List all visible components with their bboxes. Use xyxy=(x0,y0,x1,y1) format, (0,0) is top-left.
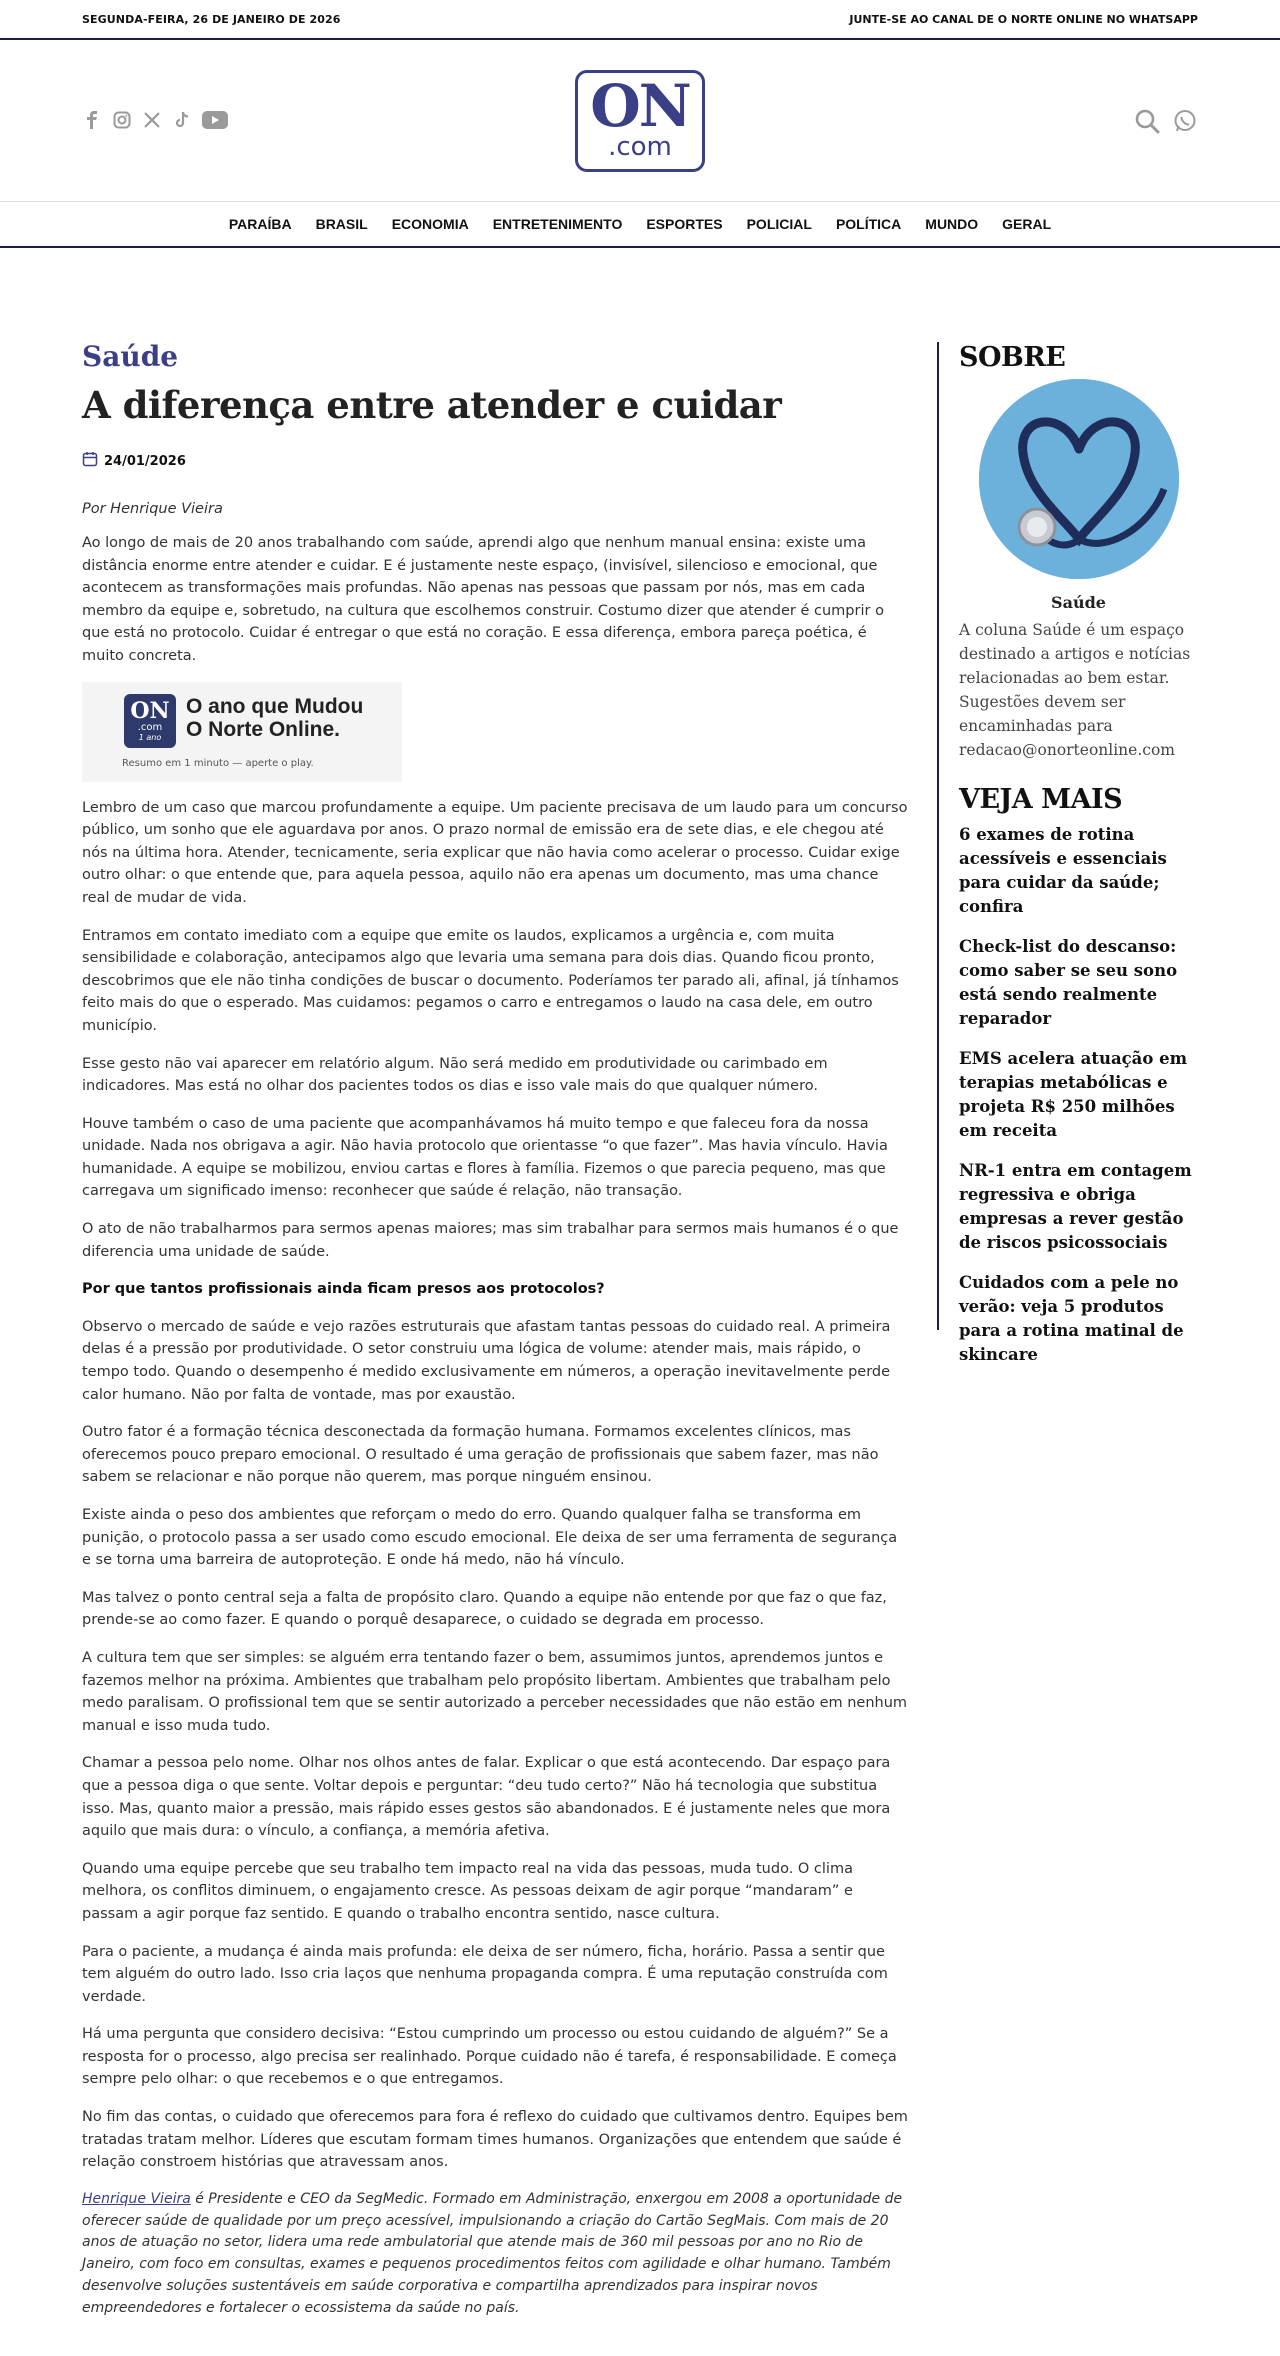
paragraph: Entramos em contato imediato com a equipe que emite os laudos, explicamos a urgência e, com muita sensibilidade e colaboração, antecipamos algo que levaria uma semana para dois dias. Quando ficou pronto, descobrimos que ele não tinha condições de buscar o documento. Poderíamos ter parado ali, afinal, já tínhamos feito mais do que o esperado. Mas cuidamos: pegamos o carro e entregamos o laudo na casa dele, em outro município. xyxy=(82,927,899,1034)
article-body xyxy=(82,532,908,2320)
related-article-link[interactable]: 6 exames de rotina acessíveis e essenciais para cuidar da saúde; confira xyxy=(959,825,1167,916)
site-header xyxy=(0,40,1280,202)
article-date: 24/01/2026 xyxy=(104,453,186,469)
about-heading: SOBRE xyxy=(959,342,1066,373)
paragraph: Há uma pergunta que considero decisiva: “Estou cumprindo um processo ou estou cuidando de alguém?” Se a resposta for o processo, algo precisa ser realinhado. Porque cuidado não é tarefa, é responsabilidade. E começa sempre pelo olhar: o que recebemos e o que entregamos. xyxy=(82,2026,897,2088)
nav-item-brasil[interactable]: BRASIL xyxy=(315,216,368,232)
column-description: A coluna Saúde é um espaço destinado a artigos e notícias relacionadas ao bem estar. Sugestões devem ser encaminhadas para redacao@onorteonline.com xyxy=(959,621,1191,759)
nav-item-economia[interactable]: ECONOMIA xyxy=(391,216,469,232)
author-bio-text: é Presidente e CEO da SegMedic. Formado em Administração, enxergou em 2008 a oportunidade de oferecer saúde de qualidade por um preço acessível, impulsionando a criação do Cartão SegMais. Com mais de 20 anos de atuação no setor, lidera uma rede ambulatorial que atende mais de 360 mil pessoas por ano no Rio de Janeiro, com foco em consultas, exames e pequenos procedimentos feitos com agilidade e olhar humano. Também desenvolve soluções sustentáveis em saúde corporativa e compartilha aprendizados para inspirar novos empreendedores e fortalecer o ecossistema da saúde no país. xyxy=(82,2190,903,2316)
header-actions xyxy=(1134,108,1198,134)
promo-subtitle: Resumo em 1 minuto — aperte o play. xyxy=(122,757,314,769)
sidebar xyxy=(937,342,1198,1364)
main-nav xyxy=(0,202,1280,248)
top-bar xyxy=(0,0,1280,40)
article xyxy=(82,340,908,2320)
paragraph: Para o paciente, a mudança é ainda mais profunda: ele deixa de ser número, ficha, horário. Passa a sentir que tem alguém do outro lado. Isso cria laços que nenhuma propaganda compra. É uma reputação construída com verdade. xyxy=(82,1943,888,2005)
nav-item-entretenimento[interactable]: ENTRETENIMENTO xyxy=(492,216,623,232)
promo-title: O ano que Mudou O Norte Online. xyxy=(186,694,364,741)
calendar-icon xyxy=(82,451,98,471)
promo-logo: ON .com 1 ano xyxy=(124,694,176,748)
author-bio xyxy=(82,2189,908,2320)
youtube-icon[interactable] xyxy=(202,110,228,130)
article-byline: Por Henrique Vieira xyxy=(82,501,223,517)
more-heading: VEJA MAIS xyxy=(959,784,1123,815)
paragraph: Mas talvez o ponto central seja a falta de propósito claro. Quando a equipe não entende por que faz o que faz, prende-se ao como fazer. E quando o porquê desaparece, o cuidado se degrada em processo. xyxy=(82,1589,887,1629)
paragraph: A cultura tem que ser simples: se alguém erra tentando fazer o bem, assumimos juntos, aprendemos juntos e fazemos melhor na próxima. Ambientes que trabalham pelo propósito libertam. Ambientes que trabalham pelo medo paralisam. O profissional tem que se sentir autorizado a perceber necessidades que não estão em nenhum manual e isso muda tudo. xyxy=(82,1649,908,1734)
tiktok-icon[interactable] xyxy=(172,110,192,130)
paragraph: No fim das contas, o cuidado que oferecemos para fora é reflexo do cuidado que cultivamos dentro. Equipes bem tratadas tratam melhor. Líderes que escutam formam times humanos. Organizações que entendem que saúde é relação constroem histórias que atravessam anos. xyxy=(82,2109,908,2171)
paragraph: Ao longo de mais de 20 anos trabalhando com saúde, aprendi algo que nenhum manual ensina: existe uma distância enorme entre atender e cuidar. E é justamente neste espaço, (invisível, silencioso e emocional, que acontecem as transformações mais profundas. Não apenas nas pessoas que passam por nós, mas em cada membro da equipe e, sobretudo, na cultura que escolhemos construir. Costumo dizer que atender é cumprir o que está no protocolo. Cuidar é entregar o que está no coração. E essa diferença, embora pareça poética, é muito concreta. xyxy=(82,535,884,664)
paragraph: Existe ainda o peso dos ambientes que reforçam o medo do erro. Quando qualquer falha se transforma em punição, o protocolo passa a ser usado como escudo emocional. Ele deixa de ser uma ferramenta de segurança e se torna uma barreira de autoproteção. E onde há medo, não há vínculo. xyxy=(82,1507,898,1569)
related-article-link[interactable]: Cuidados com a pele no verão: veja 5 produtos para a rotina matinal de skincare xyxy=(959,1273,1184,1364)
nav-item-paraiba[interactable]: PARAÍBA xyxy=(228,216,292,232)
paragraph: Houve também o caso de uma paciente que acompanhávamos há muito tempo e que faleceu fora da nossa unidade. Nada nos obrigava a agir. Não havia protocolo que orientasse “o que fazer”. Mas havia vínculo. Havia humanidade. A equipe se mobilizou, enviou cartas e flores à família. Fizemos o que parecia pequeno, mas que carregava um significado imenso: reconhecer que saúde é relação, não transação. xyxy=(82,1115,888,1200)
paragraph: Quando uma equipe percebe que seu trabalho tem impacto real na vida das pessoas, muda tudo. O clima melhora, os conflitos diminuem, o engajamento cresce. As pessoas deixam de agir porque “mandaram” e passam a agir porque faz sentido. E quando o trabalho encontra sentido, nasce cultura. xyxy=(82,1860,853,1922)
whatsapp-icon[interactable] xyxy=(1172,108,1198,134)
site-logo[interactable] xyxy=(575,70,705,172)
social-links xyxy=(82,110,228,130)
paragraph: Lembro de um caso que marcou profundamente a equipe. Um paciente precisava de um laudo para um concurso público, um sonho que ele aguardava por anos. O prazo normal de emissão era de sete dias, e ele chegou até nós na última hora. Atender, tecnicamente, seria explicar que não havia como acelerar o processo. Cuidar exige outro olhar: o que entende que, para aquela pessoa, aquilo não era apenas um documento, mas uma chance real de mudar de vida. xyxy=(82,799,908,906)
x-icon[interactable] xyxy=(142,110,162,130)
nav-item-geral[interactable]: GERAL xyxy=(1002,216,1052,232)
logo-com-text: .com xyxy=(608,132,672,162)
column-avatar xyxy=(979,379,1179,579)
article-meta xyxy=(82,451,908,471)
author-link[interactable]: Henrique Vieira xyxy=(82,2190,191,2207)
paragraph: O ato de não trabalharmos para sermos apenas maiores; mas sim trabalhar para sermos mais humanos é o que diferencia uma unidade de saúde. xyxy=(82,1221,899,1260)
paragraph: Observo o mercado de saúde e vejo razões estruturais que afastam tantas pessoas do cuidado real. A primeira delas é a pressão por produtividade. O setor construiu uma lógica de volume: atender mais, mais rápido, o tempo todo. Quando o desempenho é medido exclusivamente em números, a operação inevitavelmente perde calor humano. Não por falta de vontade, mas por exaustão. xyxy=(82,1318,891,1403)
article-title: A diferença entre atender e cuidar xyxy=(82,383,782,427)
paragraph: Esse gesto não vai aparecer em relatório algum. Não será medido em produtividade ou carimbado em indicadores. Mas está no olhar dos pacientes todos os dias e isso vale mais do que qualquer número. xyxy=(82,1055,828,1095)
section-heading: Por que tantos profissionais ainda ficam presos aos protocolos? xyxy=(82,1281,605,1298)
instagram-icon[interactable] xyxy=(112,110,132,130)
nav-item-mundo[interactable]: MUNDO xyxy=(925,216,979,232)
related-article-link[interactable]: EMS acelera atuação em terapias metabólicas e projeta R$ 250 milhões em receita xyxy=(959,1049,1188,1140)
facebook-icon[interactable] xyxy=(82,110,102,130)
related-article-link[interactable]: NR-1 entra em contagem regressiva e obriga empresas a rever gestão de riscos psicossociais xyxy=(959,1161,1192,1252)
paragraph: Outro fator é a formação técnica desconectada da formação humana. Formamos excelentes clínicos, mas oferecemos pouco preparo emocional. O resultado é uma geração de profissionais que sabem fazer, mas não sabem se relacionar e não porque não querem, mas porque ninguém ensinou. xyxy=(82,1424,879,1486)
nav-item-policial[interactable]: POLICIAL xyxy=(746,216,812,232)
promo-video-banner[interactable] xyxy=(82,682,402,782)
whatsapp-channel-link[interactable]: JUNTE-SE AO CANAL DE O NORTE ONLINE NO WHATSAPP xyxy=(849,13,1198,26)
related-article-link[interactable]: Check-list do descanso: como saber se seu sono está sendo realmente reparador xyxy=(959,937,1178,1028)
nav-item-politica[interactable]: POLÍTICA xyxy=(835,216,902,232)
column-name: Saúde xyxy=(1051,593,1106,612)
paragraph: Chamar a pessoa pelo nome. Olhar nos olhos antes de falar. Explicar o que está acontecendo. Dar espaço para que a pessoa diga o que sente. Voltar depois e perguntar: “deu tudo certo?” Não há tecnologia que substitua isso. Mas, quanto maior a pressão, mais rápido esses gestos são abandonados. E é justamente neles que mora aquilo que mais dura: o vínculo, a confiança, a memória afetiva. xyxy=(82,1755,891,1840)
search-icon[interactable] xyxy=(1134,108,1160,134)
stethoscope-image xyxy=(979,379,1179,579)
logo-on-text: ON xyxy=(590,72,690,140)
article-category[interactable]: Saúde xyxy=(82,340,179,373)
more-list xyxy=(959,823,1198,1367)
nav-item-esportes[interactable]: ESPORTES xyxy=(646,216,723,232)
current-date: SEGUNDA-FEIRA, 26 DE JANEIRO DE 2026 xyxy=(82,13,341,26)
